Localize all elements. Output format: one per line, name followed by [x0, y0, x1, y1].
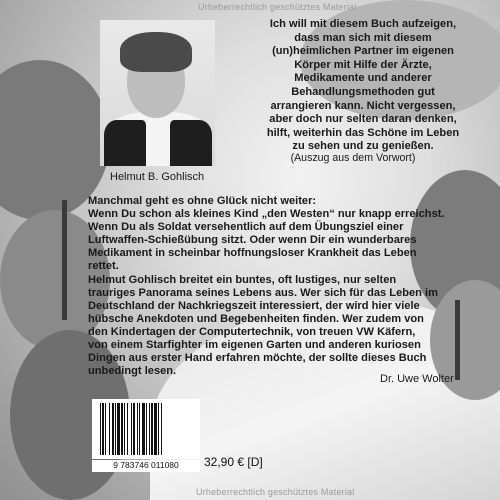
- barcode-bar: [121, 403, 123, 455]
- author-photo: [100, 20, 215, 166]
- blurb-line: Wenn Du schon als kleines Kind „den Westen“ nur knapp erreichst.: [88, 208, 445, 221]
- barcode-bar: [127, 403, 128, 455]
- preface-excerpt: [232, 18, 494, 154]
- preface-line: Körper mit Hilfe der Ärzte,: [294, 58, 432, 71]
- preface-line: aber doch nur selten daran denken,: [269, 113, 457, 126]
- price-label: 32,90 € [D]: [204, 455, 263, 469]
- blurb-line: Deutschland der Nachkriegszeit interessiert, der wird hier viele: [88, 299, 420, 312]
- barcode-bar: [100, 403, 101, 455]
- preface-line: Behandlungsmethoden gut: [291, 85, 435, 98]
- preface-line: hilft, weiterhin das Schöne im Leben: [266, 126, 460, 139]
- blurb-line: trauriges Panorama seines Lebens aus. Wer sich für das Leben im: [88, 286, 438, 299]
- barcode-bar: [149, 403, 150, 455]
- blurb-line: unbedingt lesen.: [88, 365, 177, 378]
- barcode-bar: [151, 403, 153, 455]
- blurb-line: den Kindertagen der Computertechnik, von treuen VW Käfern,: [88, 325, 416, 338]
- reviewer-signature: Dr. Uwe Wolter: [380, 373, 454, 385]
- barcode-bar: [124, 403, 125, 455]
- barcode-bar: [137, 403, 138, 455]
- barcode-bar: [105, 403, 106, 455]
- barcode-bar: [146, 403, 147, 455]
- barcode-bar: [133, 403, 135, 455]
- barcode-bar: [158, 403, 159, 455]
- blurb-line: rettet.: [88, 260, 119, 273]
- barcode-bar: [109, 403, 110, 455]
- blurb-line: Wenn Du als Soldat versehentlich auf dem Übungsziel einer: [88, 221, 404, 234]
- watermark-top: Urheberrechtlich geschütztes Material: [198, 2, 357, 12]
- watermark-bottom: Urheberrechtlich geschütztes Material: [196, 487, 355, 497]
- preface-line: dass man sich mit diesem: [294, 31, 432, 44]
- barcode-bar: [142, 403, 145, 455]
- barcode-bar: [139, 403, 140, 455]
- preface-line: arrangieren kann. Nicht vergessen,: [270, 99, 456, 112]
- blurb-line: Helmut Gohlisch breitet ein buntes, oft lustiges, nur selten: [88, 273, 397, 286]
- blurb-line: Luftwaffen-Schießübung sitzt. Oder wenn Dir ein wunderbares: [88, 234, 417, 247]
- blurb-line: Medikament in scheinbar hoffnungsloser Krankheit das Leben: [88, 247, 417, 260]
- blurb-line: von einem Starfighter im eigenen Garten und anderen kuriosen: [88, 339, 421, 352]
- preface-line: Ich will mit diesem Buch aufzeigen,: [269, 18, 457, 30]
- preface-line: (un)heimlichen Partner im eigenen: [272, 45, 454, 58]
- barcode-bar: [161, 403, 162, 455]
- tree-trunk: [62, 200, 67, 320]
- author-caption: Helmut B. Gohlisch: [110, 171, 205, 183]
- blurb-line: Dingen aus erster Hand erfahren möchte, der sollte dieses Buch: [88, 352, 427, 365]
- barcode-bar: [154, 403, 157, 455]
- blurb-line: Manchmal geht es ohne Glück nicht weiter:: [88, 195, 317, 207]
- isbn-number: 9 783746 011080: [92, 460, 200, 472]
- preface-line: Medikamente und anderer: [294, 72, 432, 85]
- blurb-text: [88, 195, 490, 378]
- preface-source-note: (Auszug aus dem Vorwort): [290, 152, 416, 164]
- barcode-bar: [112, 403, 114, 455]
- isbn-barcode: [92, 399, 200, 459]
- barcode-bar: [115, 403, 116, 455]
- barcode-bar: [117, 403, 120, 455]
- barcode-bar: [102, 403, 104, 455]
- blurb-line: hübsche Anekdoten und Begebenheiten finden. Wer zudem von: [88, 312, 424, 325]
- barcode-bar: [131, 403, 132, 455]
- preface-line: zu sehen und zu genießen.: [292, 140, 434, 153]
- barcode-bars-icon: [92, 401, 200, 459]
